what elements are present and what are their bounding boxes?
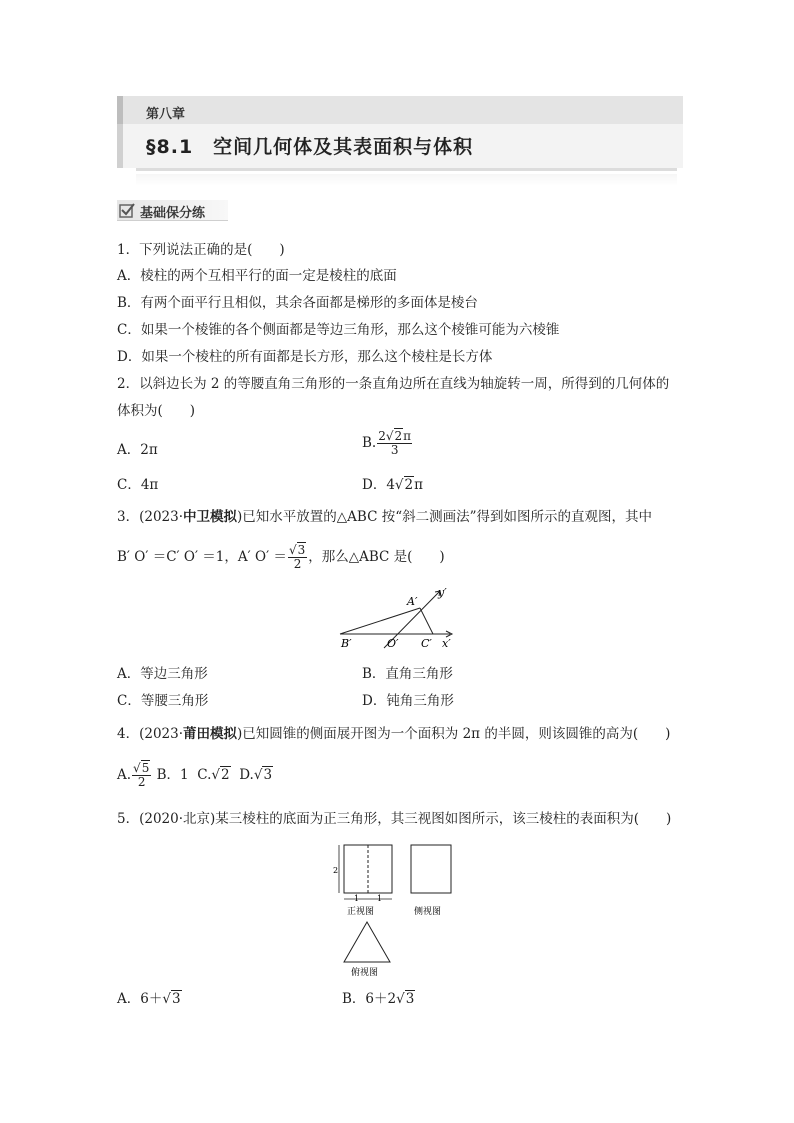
q3-label-x: x′ [442,637,451,650]
q5-width2-label: 1 [377,894,383,903]
q5-width1-label: 1 [354,894,360,903]
section-label: 基础保分练 [140,206,206,221]
q4-number: 4．(2023· [117,726,184,742]
title-underline [136,168,677,171]
q1-option-b: B．有两个面平行且相似，其余各面都是梯形的多面体是棱台 [117,295,478,311]
q3-frac-radicand: 3 [297,543,306,557]
q2-d-radicand: 2 [404,477,414,493]
q3-label-c: C′ [421,637,432,650]
q3-source: 中卫模拟 [183,509,238,525]
q3-label-a: A′ [407,595,418,608]
q5-b-radicand: 3 [405,991,415,1007]
q2-option-a: A．2π [117,442,158,458]
q4-a-denominator: 2 [137,775,146,789]
q3-option-a: A．等边三角形 [117,666,208,682]
q3-frac-denominator: 2 [293,557,302,571]
q2-b-fraction: $\frac{2√2\pi}{3}$ [378,429,412,457]
q4-d-radicand: 3 [263,767,273,783]
q4-source: 莆田模拟 [183,726,238,742]
chapter-bar [117,96,683,124]
check-icon [119,202,135,218]
q3-number: 3．(2023· [117,509,184,525]
q3-stem-line1 [117,508,652,526]
q2-stem-line2: 体积为( ) [117,403,196,419]
q4-options: A. $\frac{√5}{2}$ B．1 C.√2 D.√3 [117,761,273,789]
q3-option-d: D．钝角三角形 [362,693,454,709]
q1-stem: 1．下列说法正确的是( ) [117,242,285,258]
q4-c-prefix: C. [197,767,212,783]
q4-c-radicand: 2 [221,767,230,783]
chapter-label: 第八章 [146,107,186,122]
q5-a-radicand: 3 [171,991,181,1007]
q5-stem: 5．(2020·北京)某三棱柱的底面为正三角形，其三视图如图所示，该三棱柱的表面积为( ) [117,811,672,827]
q2-option-d: D．4√2π [362,477,423,493]
q3-option-b: B．直角三角形 [362,666,453,682]
q2-b-prefix: B. [362,435,377,451]
q3-line2-pre: B′ O′ ＝C′ O′ ＝1，A′ O′ ＝ [117,549,287,565]
q5-top-label: 俯视图 [351,968,379,978]
q4-stem [117,725,670,743]
q5-option-b: B．6＋2√3 [342,991,415,1007]
q4-stem-text: )已知圆锥的侧面展开图为一个面积为 2π 的半圆，则该圆锥的高为( ) [237,726,671,742]
q5-side-label: 侧视图 [414,907,442,917]
q4-d-prefix: D. [239,767,254,783]
q5-front-label: 正视图 [347,907,375,917]
q2-b-pi: π [403,429,412,443]
q2-d-prefix: D．4 [362,477,395,493]
q2-option-c: C．4π [117,477,159,493]
q5-a-prefix: A．6＋ [117,991,163,1007]
q4-option-b: B．1 [156,767,189,783]
q3-side-ba [340,608,420,634]
q5-figure [330,838,460,980]
q4-a-prefix: A. [117,767,132,783]
q3-stem-text: )已知水平放置的△ABC 按“斜二测画法”得到如图所示的直观图，其中 [237,509,653,525]
page-title: §8.1 空间几何体及其表面积与体积 [146,136,474,158]
q3-option-c: C．等腰三角形 [117,693,209,709]
q5-side-view [411,845,451,893]
q2-stem-line1: 2．以斜边长为 2 的等腰直角三角形的一条直角边所在直线为轴旋转一周，所得到的几何体的 [117,376,670,392]
q5-top-view [344,922,390,962]
q2-b-radicand: 2 [394,429,403,443]
q5-height-label: 2 [333,866,339,875]
q3-label-y: y′ [438,586,447,599]
q5-b-prefix: B．6＋2 [342,991,397,1007]
q3-label-b: B′ [341,637,352,650]
q1-option-d: D．如果一个棱柱的所有面都是长方形，那么这个棱柱是长方体 [117,349,493,365]
q1-option-a: A．棱柱的两个互相平行的面一定是棱柱的底面 [117,268,397,284]
title-shadow [136,174,677,186]
q2-d-pi: π [414,477,423,493]
q3-label-o: O′ [387,637,399,650]
q3-side-ac [420,608,433,634]
q3-stem-line2 [117,544,445,571]
q2-b-denominator: 3 [390,443,399,457]
q1-option-c: C．如果一个棱锥的各个侧面都是等边三角形，那么这个棱锥可能为六棱锥 [117,322,560,338]
q4-a-radicand: 5 [141,761,150,775]
q3-figure [335,585,460,653]
q3-fraction: $\frac{√3}{2}$ [288,543,306,571]
q2-b-coef: 2 [378,429,386,443]
q4-a-fraction: $\frac{√5}{2}$ [133,761,150,789]
q2-option-b [362,430,413,457]
q5-option-a: A．6＋√3 [117,991,181,1007]
q3-line2-post: ，那么△ABC 是( ) [308,549,445,565]
